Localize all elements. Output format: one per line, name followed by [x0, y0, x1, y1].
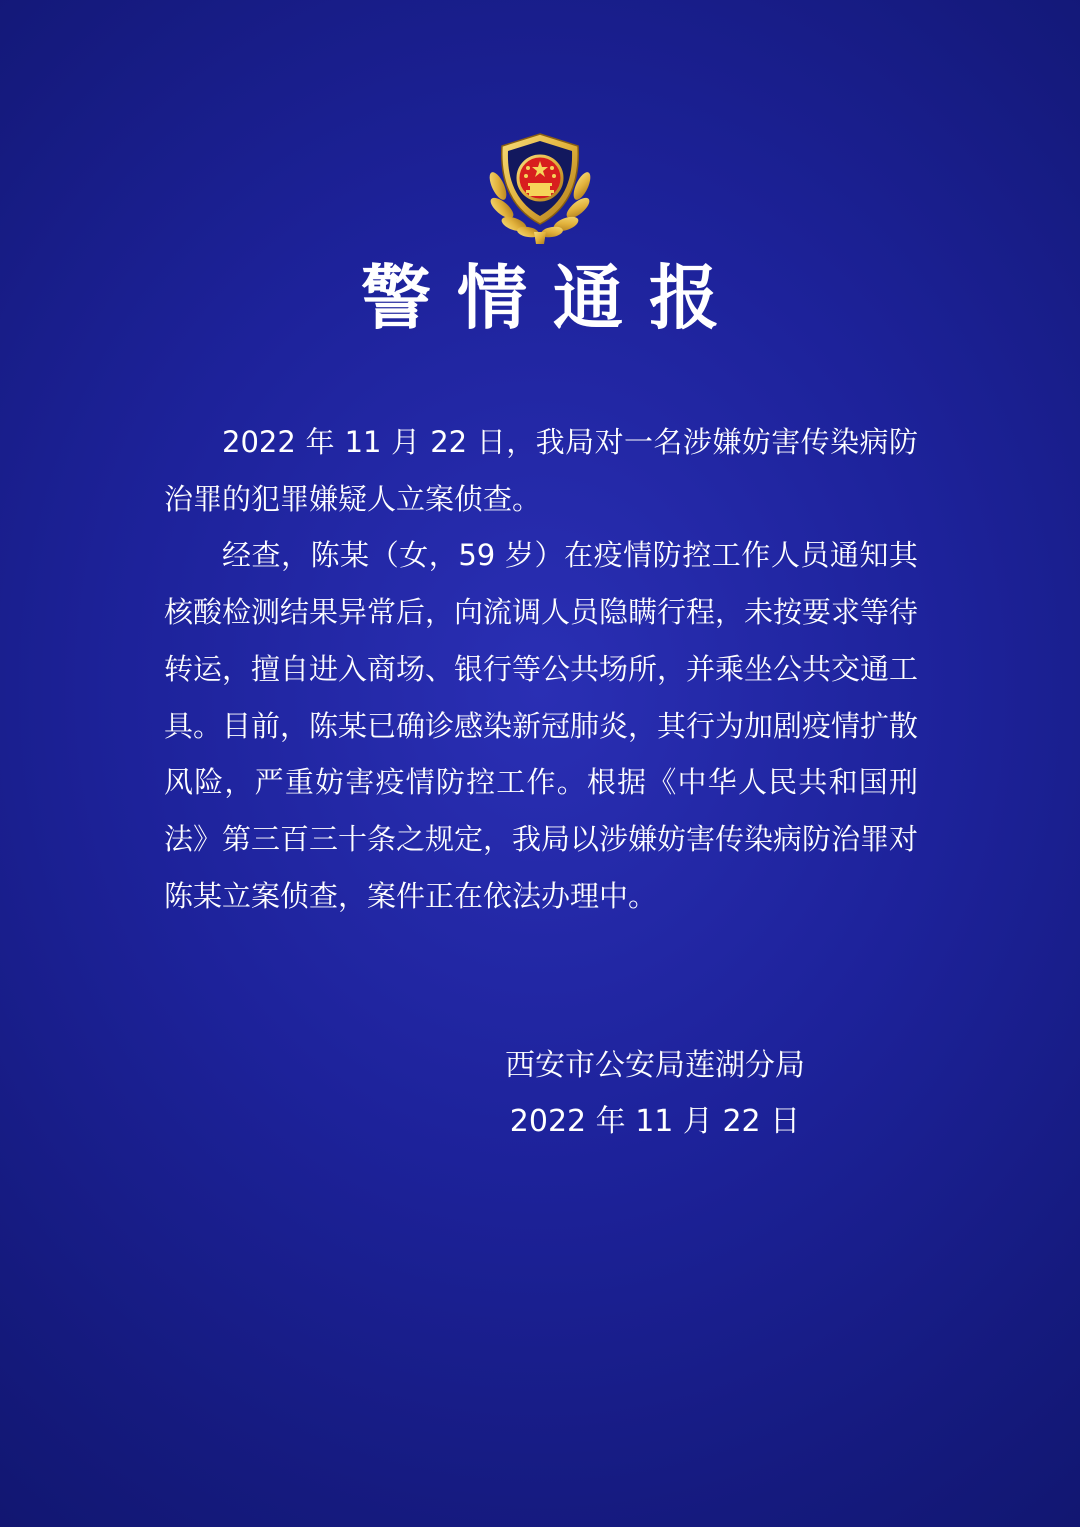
- notice-paragraph: 经查，陈某（女，59 岁）在疫情防控工作人员通知其核酸检测结果异常后，向流调人员隐瞒行程，未按要求等待转运，擅自进入商场、银行等公共场所，并乘坐公共交通工具。目前，陈某已确诊感染新冠肺炎，其行为加剧疫情扩散风险，严重妨害疫情防控工作。根据《中华人民共和国刑法》第三百三十条之规定，我局以涉嫌妨害传染病防治罪对陈某立案侦查，案件正在依法办理中。: [164, 538, 919, 913]
- issue-date: 2022 年 11 月 22 日: [509, 1104, 801, 1139]
- signature-block: [470, 1038, 840, 1150]
- notice-body: [164, 414, 918, 924]
- notice-title: 警情通报: [361, 256, 745, 339]
- police-badge-emblem-icon: [484, 128, 596, 246]
- notice-paragraph: 2022 年 11 月 22 日，我局对一名涉嫌妨害传染病防治罪的犯罪嫌疑人立案侦查。: [164, 425, 918, 516]
- issuer-name: 西安市公安局莲湖分局: [505, 1048, 805, 1083]
